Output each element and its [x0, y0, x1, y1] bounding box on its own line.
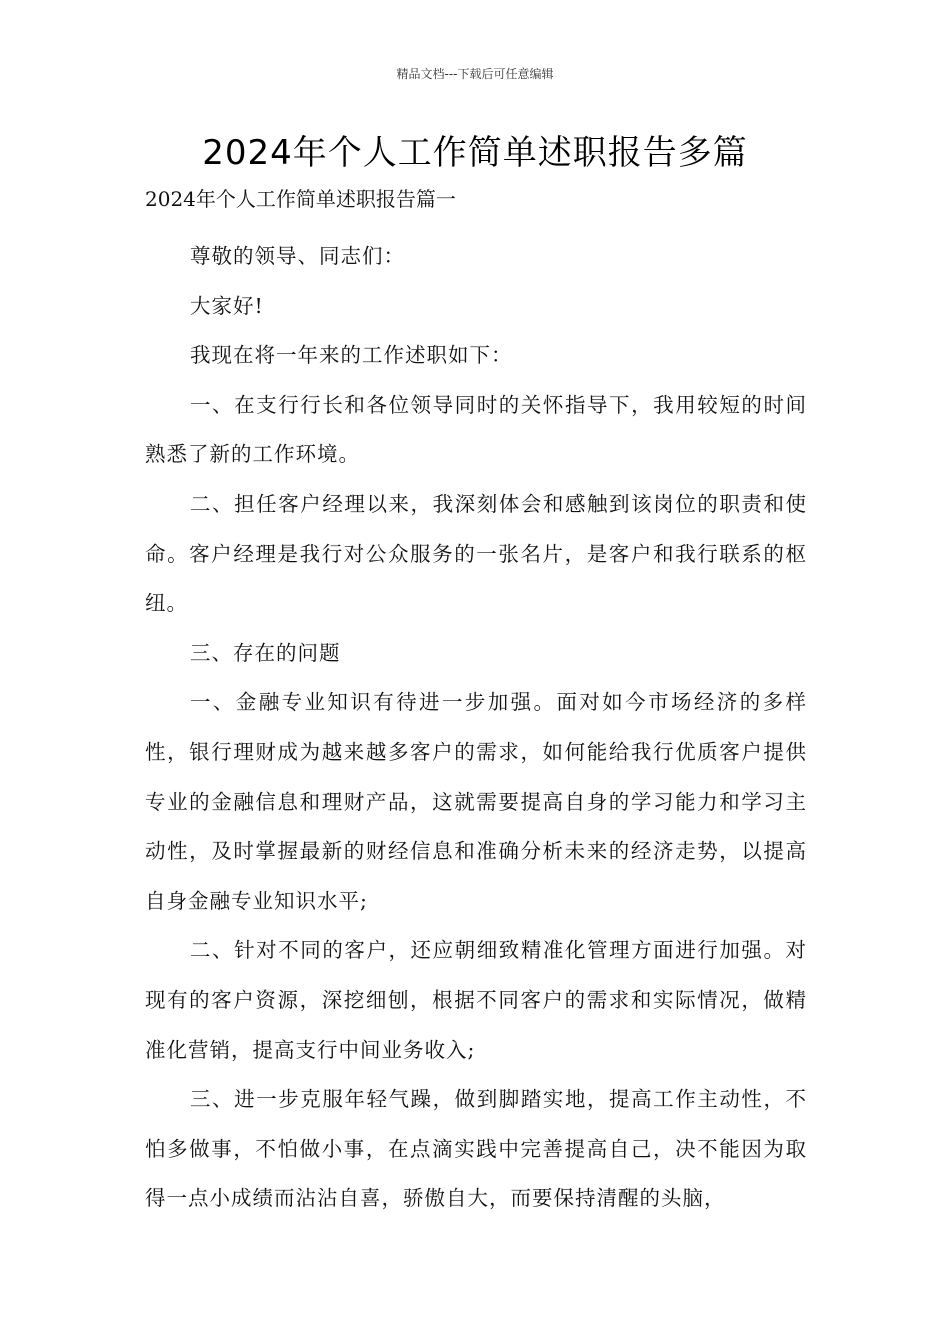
document-body	[145, 232, 807, 1224]
document-subtitle: 2024年个人工作简单述职报告篇一	[145, 187, 456, 211]
paragraph-item-2: 二、担任客户经理以来，我深刻体会和感触到该岗位的职责和使命。客户经理是我行对公众服务的一张名片，是客户和我行联系的枢纽。	[145, 491, 807, 616]
paragraph-salutation: 尊敬的领导、同志们：	[190, 244, 405, 268]
paragraph-problem-3: 三、进一步克服年轻气躁，做到脚踏实地，提高工作主动性，不怕多做事，不怕做小事，在点滴实践中完善提高自己，决不能因为取得一点小成绩而沾沾自喜，骄傲自大，而要保持清醒的头脑，	[145, 1087, 807, 1211]
paragraph-greeting: 大家好!	[190, 293, 264, 318]
paragraph-intro: 我现在将一年来的工作述职如下：	[190, 343, 513, 368]
page-header: 精品文档---下载后可任意编辑	[396, 67, 554, 81]
paragraph-problem-1: 一、金融专业知识有待进一步加强。面对如今市场经济的多样性，银行理财成为越来越多客户的需求，如何能给我行优质客户提供专业的金融信息和理财产品，这就需要提高自身的学习能力和学习主动性，及时掌握最新的财经信息和准确分析未来的经济走势，以提高自身金融专业知识水平;	[145, 690, 807, 913]
paragraph-item-1: 一、在支行行长和各位领导同时的关怀指导下，我用较短的时间熟悉了新的工作环境。	[145, 392, 807, 467]
paragraph-problem-2: 二、针对不同的客户，还应朝细致精准化管理方面进行加强。对现有的客户资源，深挖细刨，根据不同客户的需求和实际情况，做精准化营销，提高支行中间业务收入;	[145, 938, 807, 1062]
document-title: 2024年个人工作简单述职报告多篇	[202, 133, 748, 173]
paragraph-section-problems: 三、存在的问题	[190, 640, 341, 665]
